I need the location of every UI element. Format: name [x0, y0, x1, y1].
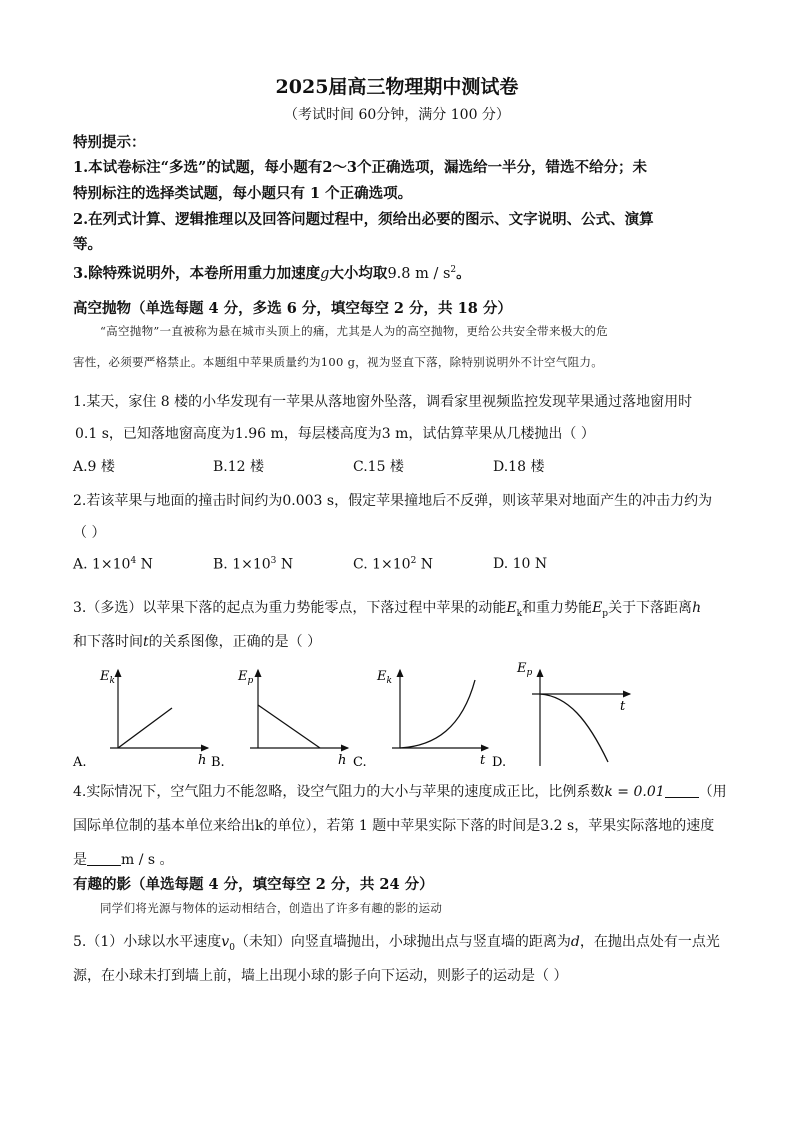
q1-stem-line-2: 0.1 s，已知落地窗高度为1.96 m，每层楼高度为3 m，试估算苹果从几楼抛出（ ）: [75, 426, 595, 442]
graph-d-xlabel: t: [620, 699, 626, 714]
graph-c-ylabel: $E_k$: [377, 669, 392, 686]
section-heading-high-altitude: 高空抛物（单选每题 4 分，多选 6 分，填空每空 2 分，共 18 分）: [73, 300, 512, 317]
q4-stem-line-1: 4.实际情况下，空气阻力不能忽略，设空气阻力的大小与苹果的速度成正比，比例系数k = 0.01 （用: [73, 784, 727, 800]
q2-stem-line-1: 2.若该苹果与地面的撞击时间约为0.003 s，假定苹果撞地后不反弹，则该苹果对地面产生的冲击力约为: [73, 493, 713, 509]
q4-stem-line-2: 国际单位制的基本单位来给出k的单位），若第 1 题中苹果实际下落的时间是3.2 s，苹果实际落地的速度: [73, 818, 715, 834]
graph-a: [72, 669, 208, 770]
q1-option-c: C.15 楼: [353, 459, 404, 475]
q1-option-b: B.12 楼: [213, 459, 265, 475]
q1-option-a: A.9 楼: [73, 459, 115, 475]
graph-c-letter: C.: [353, 755, 367, 770]
graph-b-xlabel: h: [338, 753, 347, 768]
page-title: 2025届高三物理期中测试卷: [275, 76, 519, 98]
q5-stem-line-1: 5.（1）小球以水平速度$v_0$（未知）向竖直墙抛出，小球抛出点与竖直墙的距离为d，在抛出点处有一点光: [73, 934, 720, 953]
graph-a-curve: [118, 708, 172, 748]
q3-stem-line-2: 和下落时间t的关系图像，正确的是（ ）: [73, 634, 322, 650]
graph-d-ylabel: $E_p$: [517, 661, 533, 678]
q3-graphs: [70, 658, 670, 770]
exam-info: （考试时间 60分钟，满分 100 分）: [284, 107, 510, 123]
notice-line-1b: 特别标注的选择类试题，每小题只有 1 个正确选项。: [73, 185, 413, 202]
notice-line-2: 2.在列式计算、逻辑推理以及回答问题过程中，须给出必要的图示、文字说明、公式、演算: [73, 211, 654, 228]
q2-stem-line-2: （ ）: [73, 525, 106, 541]
graph-a-ylabel: $E_k$: [100, 669, 115, 686]
section-intro-line-1: “高空抛物”一直被称为悬在城市头顶上的痛，尤其是人为的高空抛物，更给公共安全带来极大的危: [100, 324, 608, 338]
notice-line-2b: 等。: [73, 236, 102, 253]
q3-stem-line-1: 3.（多选）以苹果下落的起点为重力势能零点，下落过程中苹果的动能$E_k$和重力势能$E_p$关于下落距离h: [73, 600, 702, 619]
graph-d: [492, 661, 630, 770]
notice-line-3: 3.除特殊说明外，本卷所用重力加速度g大小均取9.8 m / $s^2$。: [73, 265, 471, 282]
q1-option-d: D.18 楼: [493, 459, 545, 475]
q2-option-b: B. $1\times 10^3$ N: [213, 556, 294, 573]
q2-option-d: D. 10 N: [493, 556, 548, 572]
q1-stem-line-1: 1.某天，家住 8 楼的小华发现有一苹果从落地窗外坠落，调看家里视频监控发现苹果通过落地窗用时: [73, 394, 693, 410]
q2-option-a: A. $1\times 10^4$ N: [73, 556, 153, 573]
section-intro-line-2: 害性，必须要严格禁止。本题组中苹果质量约为100 g，视为竖直下落，除特别说明外不计空气阻力。: [73, 355, 604, 369]
graph-a-letter: A.: [73, 755, 87, 770]
graph-c-xlabel: t: [480, 753, 486, 768]
graph-b-letter: B.: [211, 755, 225, 770]
graph-d-curve: [540, 694, 608, 762]
graph-b: [211, 669, 348, 770]
section2-intro: 同学们将光源与物体的运动相结合，创造出了许多有趣的影的运动: [100, 901, 443, 915]
notice-line-1: 1.本试卷标注“多选”的试题，每小题有2～3个正确选项，漏选给一半分，错选不给分；未: [73, 159, 647, 176]
q2-option-c: C. $1\times 10^2$ N: [353, 556, 434, 573]
graph-a-xlabel: h: [198, 753, 207, 768]
graph-d-letter: D.: [492, 755, 507, 770]
q4-answer-blank-1[interactable]: [665, 783, 699, 798]
graph-c-curve: [400, 680, 475, 748]
section-heading-shadows: 有趣的影（单选每题 4 分，填空每空 2 分，共 24 分）: [73, 876, 434, 893]
graph-b-ylabel: $E_p$: [238, 669, 254, 686]
graph-c: [353, 669, 488, 770]
q4-stem-line-3: 是 m / s 。: [73, 852, 174, 868]
graph-b-curve: [258, 705, 320, 748]
q4-answer-blank-2[interactable]: [87, 851, 121, 866]
q5-stem-line-2: 源，在小球未打到墙上前，墙上出现小球的影子向下运动，则影子的运动是（ ）: [73, 968, 568, 984]
notice-heading: 特别提示：: [73, 134, 146, 151]
